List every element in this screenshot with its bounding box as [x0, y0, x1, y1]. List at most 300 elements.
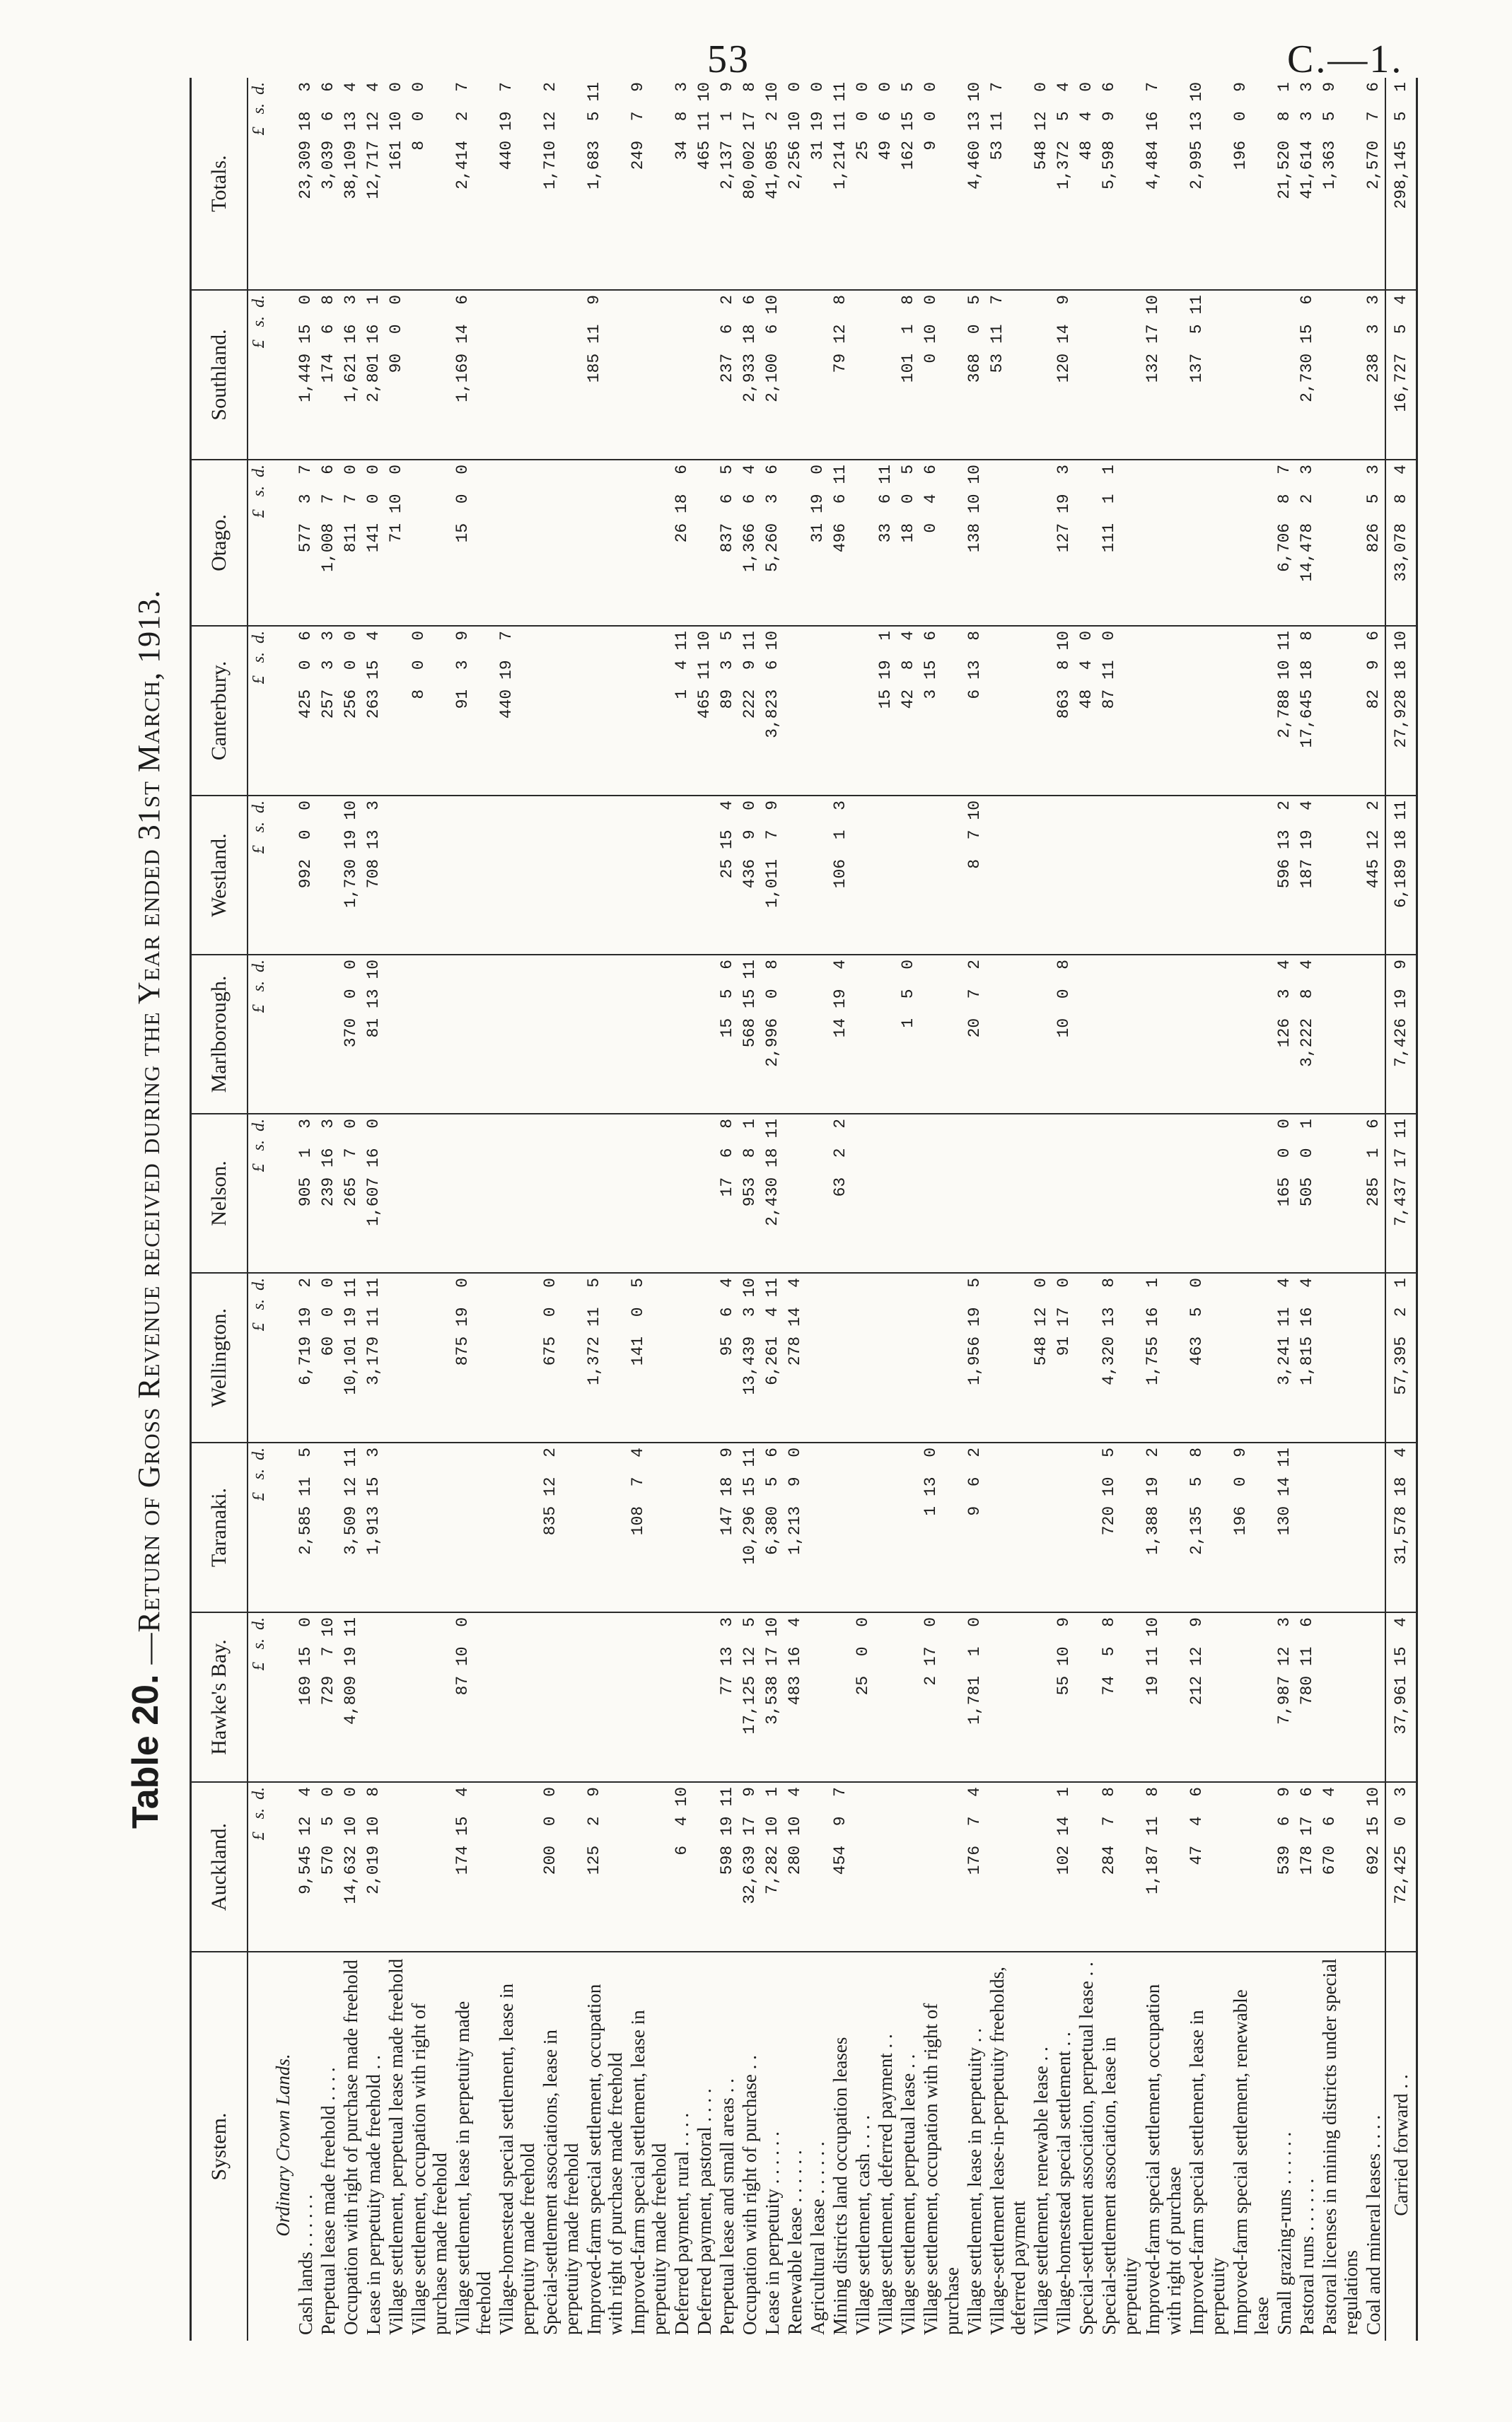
amount-cell: 596 13 2: [1273, 796, 1296, 955]
amount-cell: [829, 1273, 851, 1443]
table-caption: —Return of Gross Revenue received during the Year ended 31st March, 1913.: [132, 589, 166, 1665]
table-row: [294, 78, 317, 2341]
amount-cell: [1362, 1273, 1385, 1443]
amount-cell: [385, 626, 407, 796]
column-header-otago: Otago.: [191, 460, 248, 626]
amount-cell: 2,788 10 11: [1273, 626, 1296, 796]
amount-cell: 1,710 12 2: [539, 78, 583, 290]
amount-cell: 1,956 19 5: [963, 1273, 986, 1443]
amount-cell: [919, 955, 963, 1114]
amount-cell: [385, 955, 407, 1114]
amount-cell: 4,809 19 11: [339, 1612, 362, 1782]
amount-cell: [1075, 1443, 1098, 1612]
total-cell: 57,395 2 1: [1385, 1273, 1417, 1443]
table-row: [495, 78, 539, 2341]
system-name: Improved-farm special settlement, renewable lease: [1230, 1989, 1272, 2335]
amount-cell: [385, 1782, 407, 1952]
amount-cell: [1318, 290, 1362, 460]
amount-cell: 2,137 1 9: [716, 78, 738, 290]
amount-cell: 31 19 0: [806, 78, 829, 290]
table-row: [1030, 78, 1052, 2341]
amount-cell: [986, 796, 1030, 955]
amount-cell: 239 16 3: [317, 1114, 339, 1273]
amount-cell: 1,388 19 2: [1141, 1443, 1185, 1612]
amount-cell: [806, 1273, 829, 1443]
system-name: Village-settlement lease-in-perpetuity freeholds, deferred payment: [987, 1967, 1029, 2335]
empty-cell: [269, 1443, 294, 1612]
amount-cell: 127 19 3: [1052, 460, 1075, 626]
amount-cell: 598 19 11: [716, 1782, 738, 1952]
amount-cell: [1229, 1273, 1273, 1443]
total-row: [1385, 78, 1417, 2341]
amount-cell: 0 10 0: [919, 290, 963, 460]
amount-cell: 8 0 0: [407, 78, 451, 290]
amount-cell: 1 13 0: [919, 1443, 963, 1612]
amount-cell: 8 0 0: [407, 626, 451, 796]
total-cell: 33,078 8 4: [1385, 460, 1417, 626]
amount-cell: [693, 460, 716, 626]
amount-cell: 1,366 6 4: [738, 460, 761, 626]
amount-cell: 9 0 0: [919, 78, 963, 290]
amount-cell: 368 0 5: [963, 290, 986, 460]
amount-cell: [784, 290, 806, 460]
unit-cell: £ s. d.: [248, 1114, 269, 1273]
amount-cell: 454 9 7: [829, 1782, 851, 1952]
amount-cell: 10,101 19 11: [339, 1273, 362, 1443]
amount-cell: 2,995 13 10: [1185, 78, 1229, 290]
amount-cell: 2,585 11 5: [294, 1443, 317, 1612]
amount-cell: 284 7 8: [1098, 1782, 1141, 1952]
amount-cell: 212 12 9: [1185, 1612, 1229, 1782]
amount-cell: [986, 460, 1030, 626]
total-cell: 7,437 17 11: [1385, 1114, 1417, 1273]
amount-cell: 13,439 3 10: [738, 1273, 761, 1443]
amount-cell: 6 13 8: [963, 626, 986, 796]
system-name: Village settlement, lease in perpetuity . .: [964, 2028, 985, 2335]
amount-cell: [897, 1443, 919, 1612]
amount-cell: 141 0 5: [627, 1273, 670, 1443]
amount-cell: [627, 290, 670, 460]
amount-cell: [897, 1782, 919, 1952]
amount-cell: [670, 1612, 693, 1782]
table-row: [919, 78, 963, 2341]
empty-cell: [269, 78, 294, 290]
amount-cell: [407, 290, 451, 460]
system-name: Deferred payment, pastoral . . . .: [694, 2088, 715, 2335]
amount-cell: [1185, 955, 1229, 1114]
amount-cell: [539, 955, 583, 1114]
amount-cell: 3 15 6: [919, 626, 963, 796]
system-name: Agricultural lease . . . . . .: [807, 2141, 828, 2335]
table-row: [385, 78, 407, 2341]
amount-cell: 10,296 15 11: [738, 1443, 761, 1612]
unit-cell: £ s. d.: [248, 460, 269, 626]
system-name: Village settlement, occupation with right of purchase made freehold: [408, 2003, 450, 2335]
table-row: [539, 78, 583, 2341]
amount-cell: [1030, 1612, 1052, 1782]
amount-cell: 2,801 16 1: [362, 290, 385, 460]
amount-cell: 196 0 9: [1229, 78, 1273, 290]
amount-cell: [986, 626, 1030, 796]
column-header-nelson: Nelson.: [191, 1114, 248, 1273]
table-number: Table 20.: [125, 1674, 166, 1829]
column-header-row: [191, 78, 248, 2341]
amount-cell: [670, 290, 693, 460]
column-header-system: System.: [191, 1952, 248, 2341]
empty-cell: [269, 1273, 294, 1443]
section-heading-row: [269, 78, 294, 2341]
amount-cell: [1318, 460, 1362, 626]
amount-cell: 48 4 0: [1075, 626, 1098, 796]
amount-cell: 2,730 15 6: [1296, 290, 1318, 460]
amount-cell: [693, 1273, 716, 1443]
amount-cell: [495, 290, 539, 460]
system-name: Renewable lease . . . . . .: [784, 2150, 806, 2335]
amount-cell: [1098, 796, 1141, 955]
amount-cell: 780 11 6: [1296, 1612, 1318, 1782]
amount-cell: 125 2 9: [583, 1782, 627, 1952]
amount-cell: 4,320 13 8: [1098, 1273, 1141, 1443]
amount-cell: 187 19 4: [1296, 796, 1318, 955]
amount-cell: [1229, 626, 1273, 796]
amount-cell: 875 19 0: [451, 1273, 495, 1443]
amount-cell: [627, 1782, 670, 1952]
amount-cell: 436 9 0: [738, 796, 761, 955]
document-reference: C.—1.: [1287, 37, 1404, 81]
amount-cell: 249 7 9: [627, 78, 670, 290]
amount-cell: 174 6 8: [317, 290, 339, 460]
amount-cell: 91 17 0: [1052, 1273, 1075, 1443]
amount-cell: 17,645 18 8: [1296, 626, 1318, 796]
amount-cell: 1,372 11 5: [583, 1273, 627, 1443]
amount-cell: 21,520 8 1: [1273, 78, 1296, 290]
column-header-taranaki: Taranaki.: [191, 1443, 248, 1612]
amount-cell: 25 0 0: [851, 1612, 874, 1782]
amount-cell: 4,460 13 10: [963, 78, 986, 290]
table-row: [1141, 78, 1185, 2341]
amount-cell: 465 11 10: [693, 626, 716, 796]
amount-cell: [806, 796, 829, 955]
table-row: [693, 78, 716, 2341]
table-row: [627, 78, 670, 2341]
system-name: Special-settlement association, perpetual lease . .: [1076, 1962, 1097, 2335]
amount-cell: 237 6 2: [716, 290, 738, 460]
amount-cell: 905 1 3: [294, 1114, 317, 1273]
amount-cell: 10 0 8: [1052, 955, 1075, 1114]
table-row: [1075, 78, 1098, 2341]
amount-cell: 111 1 1: [1098, 460, 1141, 626]
amount-cell: [407, 1443, 451, 1612]
empty-cell: [269, 1114, 294, 1273]
unit-cell: £ s. d.: [248, 1443, 269, 1612]
amount-cell: [317, 1443, 339, 1612]
amount-cell: 5,598 9 6: [1098, 78, 1141, 290]
system-name: Village settlement, perpetual lease . .: [897, 2054, 919, 2335]
amount-cell: [1141, 626, 1185, 796]
amount-cell: [1030, 290, 1052, 460]
amount-cell: 82 9 6: [1362, 626, 1385, 796]
system-name: Lease in perpetuity . . . . . .: [762, 2131, 783, 2335]
amount-cell: 1,607 16 0: [362, 1114, 385, 1273]
page-number: 53: [707, 37, 750, 81]
amount-cell: [1030, 1782, 1052, 1952]
unit-cell: £ s. d.: [248, 1273, 269, 1443]
column-header-hawke-s-bay: Hawke's Bay.: [191, 1612, 248, 1782]
amount-cell: [451, 955, 495, 1114]
amount-cell: 108 7 4: [627, 1443, 670, 1612]
amount-cell: [670, 955, 693, 1114]
system-name: Lease in perpetuity made freehold . .: [363, 2055, 384, 2335]
amount-cell: [986, 1612, 1030, 1782]
amount-cell: [1318, 796, 1362, 955]
amount-cell: [1075, 460, 1098, 626]
amount-cell: 25 15 4: [716, 796, 738, 955]
total-cell: 6,189 18 11: [1385, 796, 1417, 955]
amount-cell: [1185, 796, 1229, 955]
amount-cell: 14 19 4: [829, 955, 851, 1114]
table-row: [829, 78, 851, 2341]
amount-cell: [693, 290, 716, 460]
amount-cell: [784, 1114, 806, 1273]
unit-cell: £ s. d.: [248, 78, 269, 290]
amount-cell: 60 0 0: [317, 1273, 339, 1443]
amount-cell: 15 5 6: [716, 955, 738, 1114]
column-header-westland: Westland.: [191, 796, 248, 955]
amount-cell: [806, 1114, 829, 1273]
amount-cell: 41,085 2 10: [761, 78, 784, 290]
total-cell: 7,426 19 9: [1385, 955, 1417, 1114]
amount-cell: 55 10 9: [1052, 1612, 1075, 1782]
amount-cell: [963, 1114, 986, 1273]
amount-cell: [670, 1114, 693, 1273]
column-header-canterbury: Canterbury.: [191, 626, 248, 796]
amount-cell: [407, 796, 451, 955]
amount-cell: [851, 1443, 874, 1612]
amount-cell: 2,019 10 8: [362, 1782, 385, 1952]
table-body: [248, 78, 1417, 2341]
amount-cell: [919, 1114, 963, 1273]
amount-cell: 1,781 1 0: [963, 1612, 986, 1782]
amount-cell: 548 12 0: [1030, 1273, 1052, 1443]
amount-cell: [1185, 626, 1229, 796]
amount-cell: [897, 1114, 919, 1273]
amount-cell: 1,372 5 4: [1052, 78, 1075, 290]
system-name: Occupation with right of purchase . .: [739, 2055, 760, 2335]
amount-cell: [1098, 290, 1141, 460]
table-row: [784, 78, 806, 2341]
amount-cell: [851, 290, 874, 460]
amount-cell: [1185, 460, 1229, 626]
amount-cell: 278 14 4: [784, 1273, 806, 1443]
amount-cell: [451, 796, 495, 955]
amount-cell: 32,639 17 9: [738, 1782, 761, 1952]
amount-cell: [986, 1273, 1030, 1443]
amount-cell: [1141, 1114, 1185, 1273]
system-name: Village settlement, occupation with right of purchase: [920, 2003, 963, 2335]
amount-cell: [385, 1443, 407, 1612]
amount-cell: [385, 796, 407, 955]
amount-cell: 120 14 9: [1052, 290, 1075, 460]
amount-cell: 79 12 8: [829, 290, 851, 460]
amount-cell: 483 16 4: [784, 1612, 806, 1782]
amount-cell: [1229, 1782, 1273, 1952]
amount-cell: 41,614 3 3: [1296, 78, 1318, 290]
amount-cell: 15 19 1: [874, 626, 897, 796]
amount-cell: 992 0 0: [294, 796, 317, 955]
column-header-totals: Totals.: [191, 78, 248, 290]
amount-cell: [583, 1443, 627, 1612]
amount-cell: 3,222 8 4: [1296, 955, 1318, 1114]
amount-cell: [495, 1273, 539, 1443]
amount-cell: 48 4 0: [1075, 78, 1098, 290]
amount-cell: 49 6 0: [874, 78, 897, 290]
amount-cell: [851, 1273, 874, 1443]
amount-cell: 811 7 0: [339, 460, 362, 626]
unit-cell: £ s. d.: [248, 796, 269, 955]
amount-cell: [919, 1782, 963, 1952]
amount-cell: [1141, 955, 1185, 1114]
amount-cell: 185 11 9: [583, 290, 627, 460]
amount-cell: [1141, 796, 1185, 955]
amount-cell: [385, 1114, 407, 1273]
amount-cell: 3,509 12 11: [339, 1443, 362, 1612]
amount-cell: 138 10 10: [963, 460, 986, 626]
amount-cell: [693, 1782, 716, 1952]
system-name: Village settlement, lease in perpetuity made freehold: [452, 2001, 494, 2335]
amount-cell: 17,125 12 5: [738, 1612, 761, 1782]
column-header-wellington: Wellington.: [191, 1273, 248, 1443]
amount-cell: 106 1 3: [829, 796, 851, 955]
amount-cell: 141 0 0: [362, 460, 385, 626]
amount-cell: 720 10 5: [1098, 1443, 1141, 1612]
amount-cell: 174 15 4: [451, 1782, 495, 1952]
amount-cell: [670, 1273, 693, 1443]
amount-cell: 74 5 8: [1098, 1612, 1141, 1782]
table-title: [99, 78, 177, 2341]
section-heading: Ordinary Crown Lands.: [272, 2054, 293, 2237]
amount-cell: [407, 460, 451, 626]
amount-cell: 496 6 11: [829, 460, 851, 626]
amount-cell: [627, 1114, 670, 1273]
system-name: Village-homestead special settlement . .: [1053, 2032, 1074, 2335]
amount-cell: 25 0 0: [851, 78, 874, 290]
table-row: [806, 78, 829, 2341]
table-row: [1296, 78, 1318, 2341]
amount-cell: 953 8 1: [738, 1114, 761, 1273]
table-row: [339, 78, 362, 2341]
amount-cell: 130 14 11: [1273, 1443, 1296, 1612]
amount-cell: 18 0 5: [897, 460, 919, 626]
amount-cell: [539, 626, 583, 796]
amount-cell: [385, 1273, 407, 1443]
amount-cell: 19 11 10: [1141, 1612, 1185, 1782]
amount-cell: [1052, 796, 1075, 955]
amount-cell: 17 6 8: [716, 1114, 738, 1273]
amount-cell: 2,570 7 6: [1362, 78, 1385, 290]
amount-cell: [784, 460, 806, 626]
amount-cell: [627, 626, 670, 796]
amount-cell: 256 0 0: [339, 626, 362, 796]
amount-cell: [539, 796, 583, 955]
amount-cell: [874, 955, 897, 1114]
amount-cell: [1030, 1114, 1052, 1273]
amount-cell: 675 0 0: [539, 1273, 583, 1443]
table-row: [1185, 78, 1229, 2341]
amount-cell: 1,213 9 0: [784, 1443, 806, 1612]
amount-cell: [495, 1114, 539, 1273]
table-row: [1318, 78, 1362, 2341]
empty-cell: [269, 626, 294, 796]
amount-cell: 53 11 7: [986, 290, 1030, 460]
amount-cell: 3,241 11 4: [1273, 1273, 1296, 1443]
amount-cell: 548 12 0: [1030, 78, 1052, 290]
amount-cell: 3,823 6 10: [761, 626, 784, 796]
amount-cell: 91 3 9: [451, 626, 495, 796]
system-name: Mining districts land occupation leases: [830, 2037, 851, 2335]
total-label: Carried forward . .: [1385, 1952, 1417, 2341]
column-header-marlborough: Marlborough.: [191, 955, 248, 1114]
amount-cell: [583, 626, 627, 796]
amount-cell: [1229, 460, 1273, 626]
table-row: [986, 78, 1030, 2341]
amount-cell: 6,380 5 6: [761, 1443, 784, 1612]
system-name: Pastoral licenses in mining districts under special regulations: [1319, 1958, 1361, 2335]
amount-cell: [1229, 290, 1273, 460]
amount-cell: [495, 1443, 539, 1612]
system-name: Small grazing-runs . . . . . .: [1274, 2131, 1295, 2335]
system-name: Pastoral runs . . . . . .: [1296, 2178, 1318, 2335]
column-header-auckland: Auckland.: [191, 1782, 248, 1952]
amount-cell: 692 15 10: [1362, 1782, 1385, 1952]
amount-cell: 826 5 3: [1362, 460, 1385, 626]
amount-cell: 445 12 2: [1362, 796, 1385, 955]
total-cell: 16,727 5 4: [1385, 290, 1417, 460]
amount-cell: [1030, 460, 1052, 626]
amount-cell: [851, 955, 874, 1114]
system-name: Improved-farm special settlement, occupation with right of purchase made freehold: [583, 1984, 626, 2335]
amount-cell: [897, 1273, 919, 1443]
amount-cell: [317, 955, 339, 1114]
amount-cell: [627, 1612, 670, 1782]
unit-cell: £ s. d.: [248, 1782, 269, 1952]
amount-cell: [1052, 1443, 1075, 1612]
amount-cell: [451, 1443, 495, 1612]
amount-cell: [317, 796, 339, 955]
amount-cell: [851, 626, 874, 796]
amount-cell: 463 5 0: [1185, 1273, 1229, 1443]
amount-cell: [539, 290, 583, 460]
amount-cell: 863 8 10: [1052, 626, 1075, 796]
amount-cell: [851, 460, 874, 626]
amount-cell: 137 5 11: [1185, 290, 1229, 460]
amount-cell: 1,187 11 8: [1141, 1782, 1185, 1952]
amount-cell: 263 15 4: [362, 626, 385, 796]
amount-cell: 2,100 6 10: [761, 290, 784, 460]
table-row: [362, 78, 385, 2341]
amount-cell: [784, 796, 806, 955]
amount-cell: [1052, 1114, 1075, 1273]
system-name: Coal and mineral leases . . . .: [1363, 2114, 1384, 2335]
amount-cell: [806, 626, 829, 796]
amount-cell: [851, 1114, 874, 1273]
amount-cell: 95 6 4: [716, 1273, 738, 1443]
amount-cell: [874, 796, 897, 955]
amount-cell: 7,282 10 1: [761, 1782, 784, 1952]
amount-cell: [1229, 1612, 1273, 1782]
amount-cell: [495, 955, 539, 1114]
rotated-table-region: [99, 78, 1464, 2341]
amount-cell: 1 5 0: [897, 955, 919, 1114]
